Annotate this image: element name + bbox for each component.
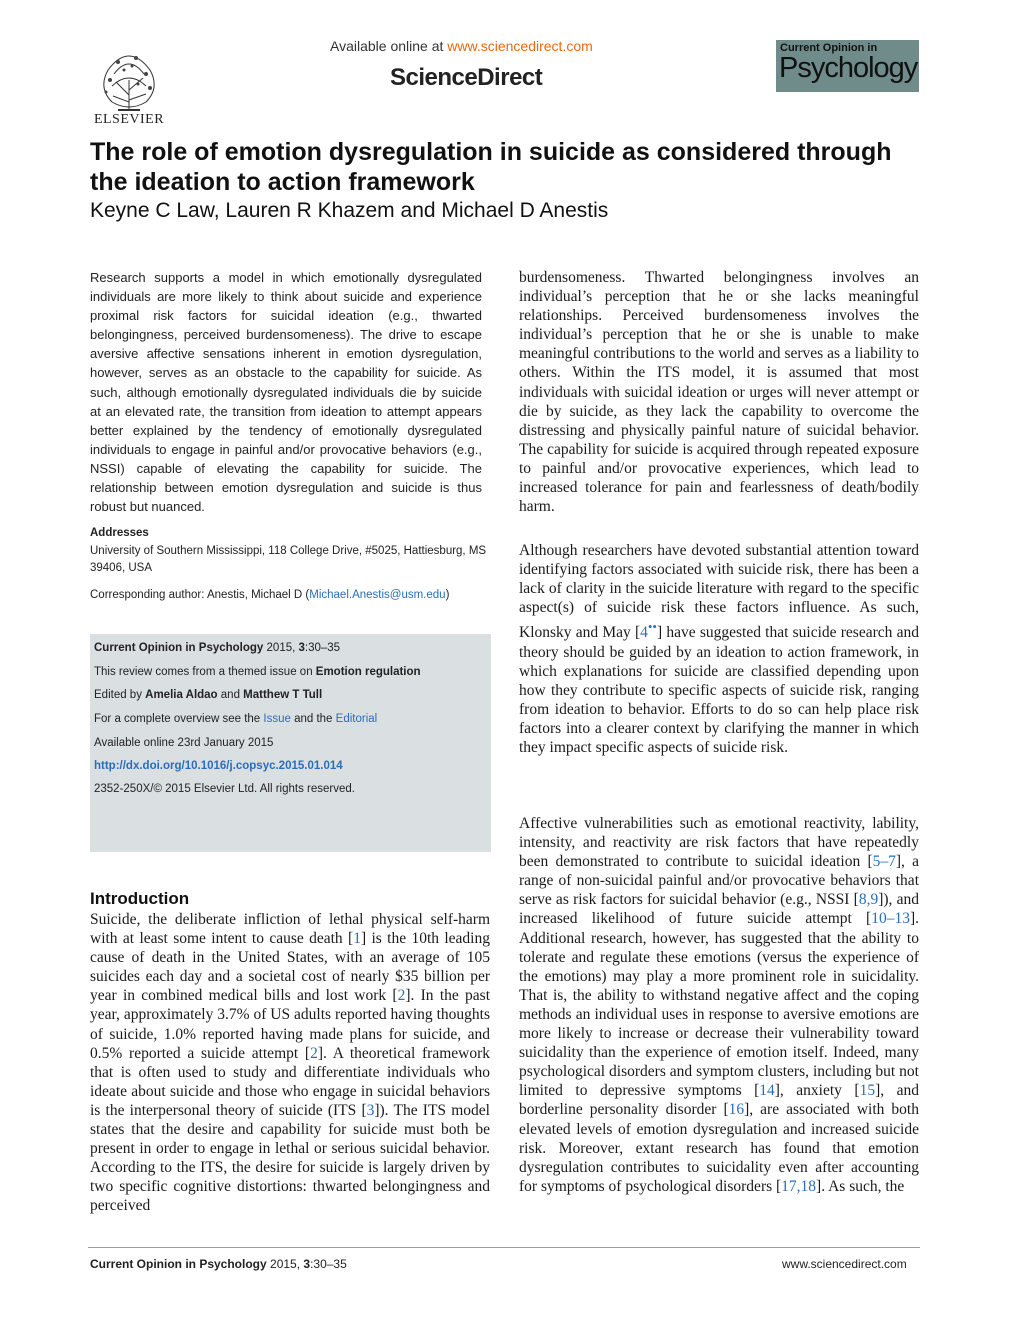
corresponding-suffix: ) — [445, 589, 450, 601]
info-theme — [94, 666, 421, 678]
citation-link[interactable]: 10–13 — [871, 910, 910, 928]
info-editor-2: Matthew T Tull — [243, 689, 323, 701]
elsevier-wordmark: ELSEVIER — [93, 112, 165, 127]
info-editor-1: Amelia Aldao — [145, 689, 218, 701]
issue-link[interactable]: Issue — [263, 713, 291, 725]
journal-badge-main: Psychology — [779, 52, 918, 84]
introduction-heading: Introduction — [90, 889, 190, 908]
citation-link[interactable]: 2 — [397, 987, 406, 1005]
info-theme-name: Emotion regulation — [315, 666, 421, 678]
info-journal: Current Opinion in Psychology — [94, 642, 264, 654]
footer-journal: Current Opinion in Psychology — [90, 1257, 267, 1271]
introduction-paragraph — [90, 910, 490, 1216]
intro-text: Suicide, the deliberate infliction of lethal physical self-harm with at least some intent to cause death [ — [90, 911, 490, 948]
available-online — [330, 38, 593, 54]
right-paragraph-2 — [519, 541, 919, 757]
info-overview — [94, 713, 377, 725]
info-overview-prefix: For a complete overview see the — [94, 713, 264, 725]
body-text: ]. As such, the — [816, 1177, 905, 1195]
article-info-box — [90, 634, 491, 852]
info-citation — [94, 642, 340, 654]
citation-link[interactable]: 15 — [859, 1082, 876, 1100]
body-text: ] have suggested that suicide research and theory should be guided by an ideation to action framework, in which explanations for suicide are classified depending upon how they contribute to specific aspects of suicide risk, ranging from ideation to behavior. Efforts to do so can help place risk factors into a clearer context by clarifying the manner in which they impact specific aspects of suicide risk. — [519, 624, 919, 757]
intro-text: ]). The ITS model states that the desire and capability for suicide must both be present in order to engage in lethal or serious suicidal behavior. According to the ITS, the desire for suicide is largely driven by two specific cognitive distortions: thwarted belongingness and perceived — [90, 1101, 490, 1215]
citation-link[interactable]: 3 — [366, 1101, 375, 1119]
corresponding-email-link[interactable]: Michael.Anestis@usm.edu — [309, 589, 446, 601]
info-volume: 3 — [298, 642, 305, 654]
sciencedirect-link[interactable]: www.sciencedirect.com — [447, 38, 593, 54]
corresponding-prefix: Corresponding author: Anestis, Michael D ( — [90, 589, 310, 601]
info-pages: :30–35 — [304, 642, 341, 654]
citation-link[interactable]: 8,9 — [858, 891, 879, 909]
footer-divider — [88, 1247, 920, 1248]
article-title: The role of emotion dysregulation in suicide as considered through the ideation to action framework — [90, 138, 892, 196]
body-text: ], a range of non-suicidal painful and/or provocative behaviors that serve as risk factors for suicidal behavior (e.g., NSSI [ — [519, 853, 920, 909]
info-and: and — [217, 689, 244, 701]
sciencedirect-logo: ScienceDirect — [390, 64, 543, 91]
doi-link[interactable]: http://dx.doi.org/10.1016/j.copsyc.2015.01.014 — [94, 760, 343, 772]
citation-link[interactable]: 4 — [640, 624, 648, 642]
intro-text: ]. In the past year, approximately 3.7% of US adults reported having thoughts of suicide, 1.0% reported having made plans for suicide, and 0.5% reported a suicide attempt [ — [90, 987, 490, 1062]
info-available: Available online 23rd January 2015 — [94, 737, 274, 749]
info-theme-prefix: This review comes from a themed issue on — [94, 666, 316, 678]
abstract: Research supports a model in which emotionally dysregulated individuals are more likely to think about suicide and experience proximal risk factors for suicidal ideation (e.g., thwarted belongingness, perceived burdensomeness). The drive to escape aversive affective sensations inherent in emotion dysregulation, however, serves as an obstacle to the capability for suicide. As such, although emotionally dysregulated individuals die by suicide at an elevated rate, the transition from ideation to attempt appears better explained by the tendency of emotionally dysregulated individuals to engage in painful and/or provocative behaviors (e.g., NSSI) capable of elevating the capability for suicide. The relationship between emotion dysregulation and suicide is thus robust but nuanced. — [90, 270, 482, 515]
info-editors — [94, 689, 322, 701]
journal-badge-top: Current Opinion in — [780, 42, 878, 54]
body-text: Affective vulnerabilities such as emotional reactivity, lability, intensity, and reactivity are risk factors that have repeatedly been demonstrated to contribute to suicidal ideation [ — [519, 815, 919, 871]
addresses-heading: Addresses — [90, 527, 149, 539]
intro-text: ] is the 10th leading cause of death in the United States, with an average of 105 suicides each day and a societal cost of nearly $35 billion per year in combined medical bills and lost work [ — [90, 930, 490, 1005]
citation-link[interactable]: 2 — [310, 1044, 318, 1062]
info-edited-prefix: Edited by — [94, 689, 146, 701]
right-paragraph-3 — [519, 814, 919, 1196]
intro-text: ]. A theoretical framework that is often used to study and differentiate individuals who ideate about suicide and those who engage in suicidal behaviors is the interpersonal theory of suicide (ITS [ — [90, 1044, 491, 1119]
footer-volume: 3 — [303, 1257, 311, 1271]
corresponding-author — [90, 589, 449, 601]
footer-citation — [90, 1257, 347, 1271]
footer-year: 2015, — [266, 1257, 304, 1271]
citation-link[interactable]: 1 — [353, 930, 361, 948]
body-text: Although researchers have devoted substantial attention toward identifying factors associated with suicide risk, there has been a lack of clarity in the suicide literature with regard to the specific aspect(s) of suicide risk these factors influence. As such, Klonsky and May [ — [519, 542, 919, 642]
body-text: ], are associated with both elevated levels of emotion dysregulation and increased suicide risk. Moreover, extant research has found that emotion dysregulation contributes to suicidality even after accounting for symptoms of psychological disorders [ — [519, 1101, 919, 1195]
body-text: ]), and increased likelihood of future suicide attempt [ — [519, 891, 919, 928]
body-text: ], anxiety [ — [774, 1082, 860, 1100]
info-overview-mid: and the — [290, 713, 336, 725]
article-authors: Keyne C Law, Lauren R Khazem and Michael D Anestis — [90, 199, 609, 222]
citation-link[interactable]: 5–7 — [872, 853, 896, 871]
info-copyright: 2352-250X/© 2015 Elsevier Ltd. All rights reserved. — [94, 783, 355, 795]
citation-link[interactable]: 17,18 — [781, 1177, 817, 1195]
journal-badge — [776, 40, 919, 92]
editorial-link[interactable]: Editorial — [335, 713, 378, 725]
address: University of Southern Mississippi, 118 College Drive, #5025, Hattiesburg, MS 39406, USA — [90, 545, 487, 574]
available-prefix: Available online at — [330, 38, 448, 54]
right-paragraph-1: burdensomeness. Thwarted belongingness involves an individual’s perception that he or she lacks meaningful relationships. Perceived burdensomeness involves the individual’s perception that he or she is unable to make meaningful contributions to the world and serves as a liability to others. Within the ITS model, it is assumed that most individuals with suicidal ideation or urges will never attempt or die by suicide, as they lack the capability to overcome the distressing and physically painful nature of suicidal behavior. The capability for suicide is acquired through repeated exposure to painful and/or provocative experiences, which lead to increased tolerance for pain and fearlessness of death/bodily harm. — [519, 269, 919, 516]
citation-link[interactable]: 14 — [759, 1082, 775, 1100]
citation-importance-marker: •• — [647, 619, 657, 635]
footer-pages: :30–35 — [310, 1257, 347, 1271]
citation-link[interactable]: 16 — [728, 1101, 745, 1119]
info-doi — [94, 760, 343, 772]
body-text: ], and borderline personality disorder [ — [519, 1082, 919, 1119]
info-year: 2015, — [263, 642, 299, 654]
footer-url: www.sciencedirect.com — [782, 1257, 907, 1271]
body-text: ]. Additional research, however, has suggested that the ability to tolerate and regulate these emotions (versus the experience of the emotions) may play a more prominent role in suicidality. That is, the ability to withstand negative affect and the coping methods an individual uses in response to aversive emotions are more likely to increase or decrease their vulnerability toward suicidality than the experience of emotion itself. Indeed, many psychological disorders and symptom clusters, including but not limited to depressive symptoms [ — [519, 910, 919, 1100]
